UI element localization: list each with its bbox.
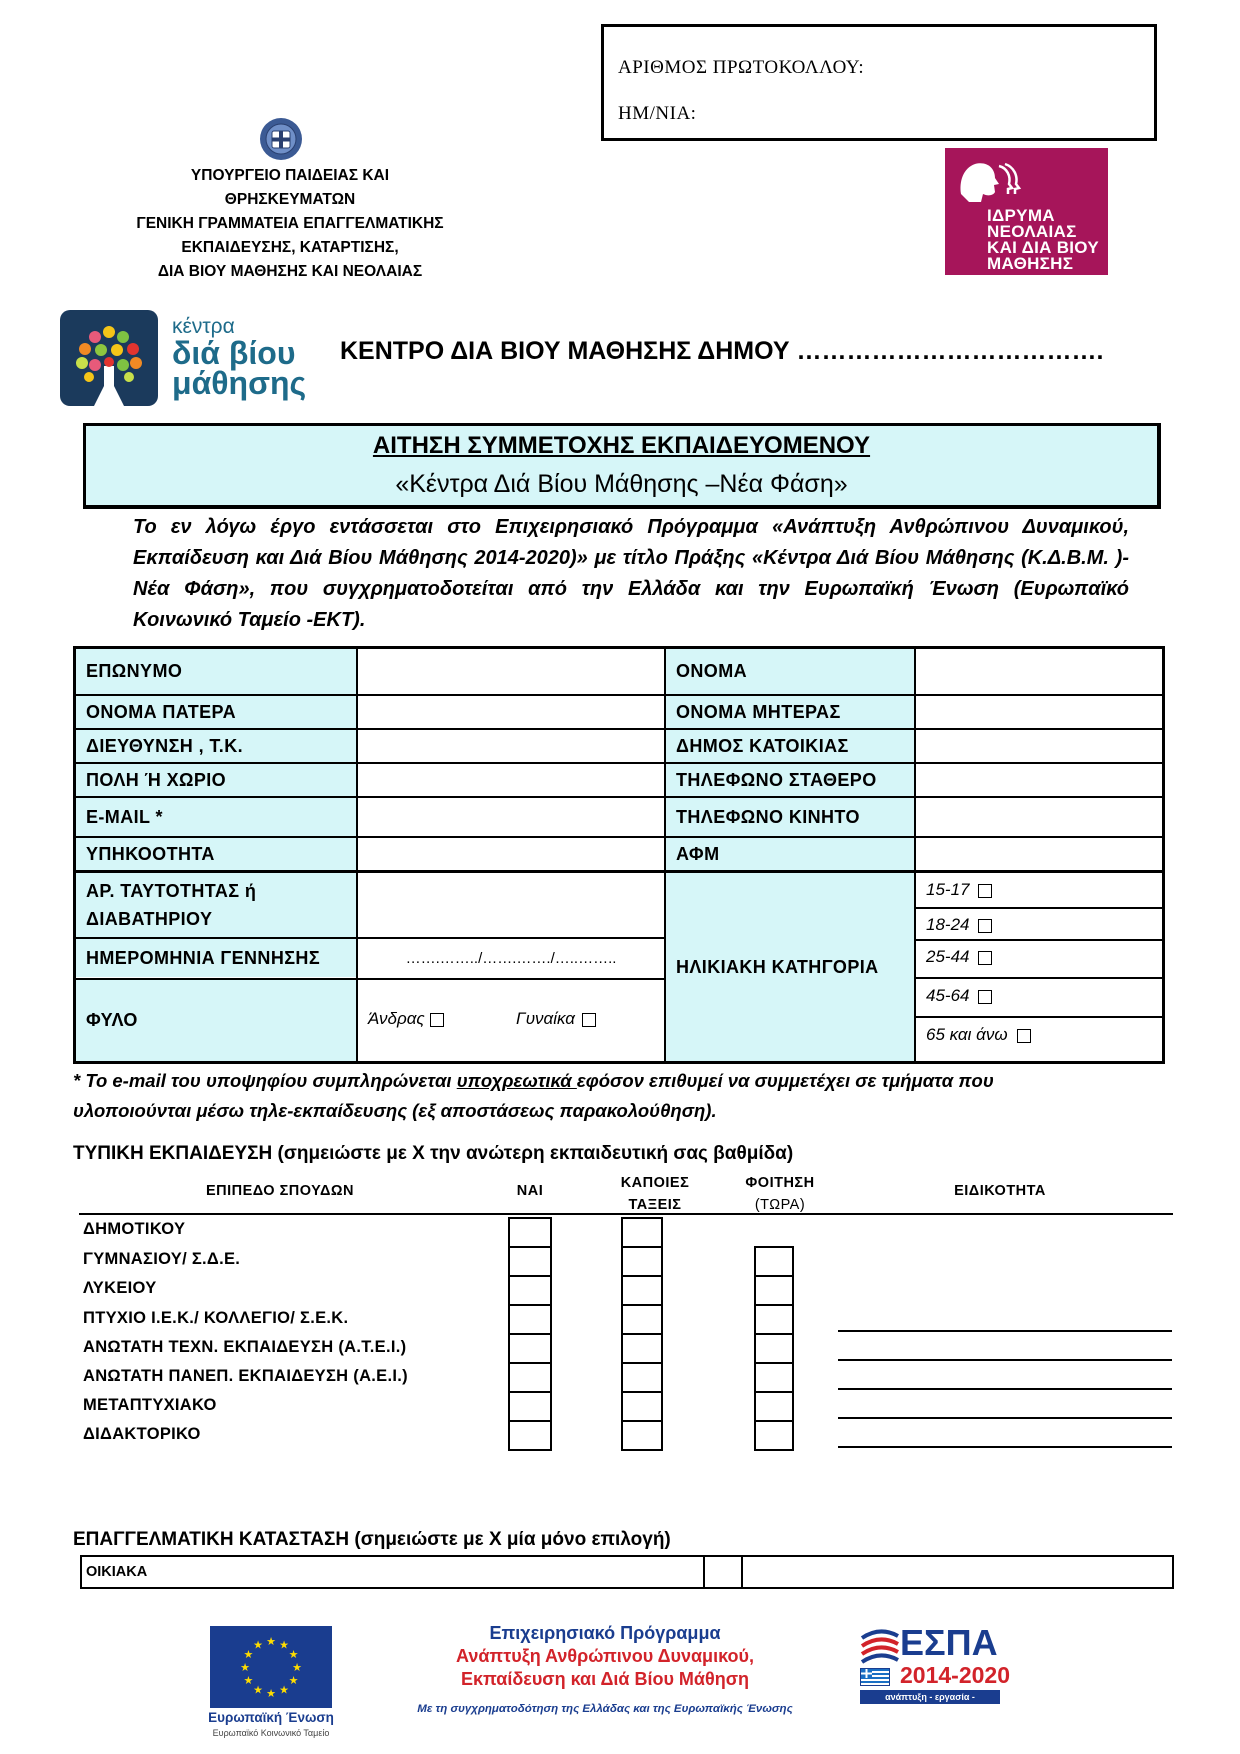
gender-male-label: Άνδρας xyxy=(368,1009,425,1028)
education-level-row: ΜΕΤΑΠΤΥΧΙΑΚΟ xyxy=(83,1396,217,1414)
gender-female-option[interactable] xyxy=(516,1009,596,1029)
nationality-field[interactable] xyxy=(358,838,664,870)
kdbm-line: κέντρα xyxy=(172,315,235,338)
ministry-line: ΕΚΠΑΙΔΕΥΣΗΣ, ΚΑΤΑΡΤΙΣΗΣ, xyxy=(181,239,399,256)
header-line: ΚΑΠΟΙΕΣ xyxy=(620,1175,690,1191)
divider xyxy=(76,728,1162,730)
education-attending-header xyxy=(735,1172,825,1216)
profile-heads-icon xyxy=(953,154,1023,206)
education-attending-checkbox[interactable] xyxy=(754,1420,794,1451)
divider xyxy=(914,1016,1162,1018)
divider xyxy=(664,649,666,1061)
education-some-grades-checkbox[interactable] xyxy=(621,1362,663,1393)
surname-field[interactable] xyxy=(358,649,664,694)
divider xyxy=(76,978,664,980)
divider xyxy=(914,939,1162,941)
divider xyxy=(356,649,358,1061)
education-yes-header: ΝΑΙ xyxy=(516,1183,544,1199)
greek-emblem-icon xyxy=(258,115,304,163)
header-line: ΦΟΙΤΗΣΗ xyxy=(745,1175,815,1191)
surname-label: ΕΠΩΝΥΜΟ xyxy=(76,649,356,694)
divider xyxy=(76,762,1162,764)
inedivim-line: ΝΕΟΛΑΙΑΣ xyxy=(987,222,1077,241)
municipality-label: ΔΗΜΟΣ ΚΑΤΟΙΚΙΑΣ xyxy=(666,730,914,762)
eu-star-icon: ★ xyxy=(266,1688,276,1700)
education-attending-checkbox[interactable] xyxy=(754,1246,794,1277)
id-number-label xyxy=(76,873,356,937)
email-label: E-MAIL * xyxy=(76,798,356,836)
education-some-grades-checkbox[interactable] xyxy=(621,1304,663,1335)
gender-options xyxy=(358,980,664,1061)
eu-star-icon: ★ xyxy=(240,1662,250,1674)
inedivim-logo xyxy=(945,148,1108,275)
divider xyxy=(76,836,1162,838)
age-option-label: 25-44 xyxy=(926,947,970,966)
education-yes-checkbox[interactable] xyxy=(508,1362,552,1393)
ministry-line: ΘΡΗΣΚΕΥΜΑΤΩΝ xyxy=(224,191,356,208)
ministry-line: ΔΙΑ ΒΙΟΥ ΜΑΘΗΣΗΣ ΚΑΙ ΝΕΟΛΑΙΑΣ xyxy=(157,263,423,280)
age-checkbox-icon[interactable] xyxy=(978,919,992,933)
eu-star-icon: ★ xyxy=(279,1684,289,1697)
email-note-text: εφόσον επιθυμεί να συμμετέχει σε τμήματα που υλοποιούνται μέσω τηλε-εκπαίδευσης (εξ αποστάσεως παρακολούθηση). xyxy=(73,1070,994,1121)
eu-star-icon: ★ xyxy=(253,1639,263,1652)
divider xyxy=(914,977,1162,979)
id-number-field[interactable] xyxy=(358,873,664,937)
age-option[interactable] xyxy=(926,947,992,967)
education-some-grades-checkbox[interactable] xyxy=(621,1391,663,1422)
header-line: ΤΑΞΕΙΣ xyxy=(628,1197,682,1213)
op-line: Εκπαίδευση και Διά Βίου Μάθηση xyxy=(460,1669,750,1689)
education-level-row: ΠΤΥΧΙΟ Ι.Ε.Κ./ ΚΟΛΛΕΓΙΟ/ Σ.Ε.Κ. xyxy=(83,1309,349,1327)
education-level-row: ΛΥΚΕΙΟΥ xyxy=(83,1279,157,1297)
espa-logo xyxy=(860,1622,1010,1716)
email-field[interactable] xyxy=(358,798,664,836)
gender-label: ΦΥΛΟ xyxy=(76,980,356,1061)
education-level-row: ΑΝΩΤΑΤΗ ΠΑΝΕΠ. ΕΚΠΑΙΔΕΥΣΗ (Α.Ε.Ι.) xyxy=(83,1367,408,1385)
education-some-grades-checkbox[interactable] xyxy=(621,1275,663,1306)
education-attending-checkbox[interactable] xyxy=(754,1391,794,1422)
ministry-header xyxy=(110,164,470,284)
first-name-field[interactable] xyxy=(916,649,1162,694)
eu-star-icon: ★ xyxy=(292,1662,302,1674)
education-attending-checkbox[interactable] xyxy=(754,1275,794,1306)
education-level-row: ΑΝΩΤΑΤΗ ΤΕΧΝ. ΕΚΠΑΙΔΕΥΣΗ (Α.Τ.Ε.Ι.) xyxy=(83,1338,407,1356)
eu-star-icon: ★ xyxy=(243,1675,254,1687)
espa-slogan: ανάπτυξη - εργασία - αλληλεγγύη xyxy=(860,1690,1000,1704)
email-note-emphasis: υποχρεωτικά xyxy=(456,1070,577,1091)
first-name-label: ΟΝΟΜΑ xyxy=(666,649,914,694)
mobile-label: ΤΗΛΕΦΩΝΟ ΚΙΝΗΤΟ xyxy=(666,798,914,836)
eu-star-icon: ★ xyxy=(288,1675,299,1687)
education-yes-checkbox[interactable] xyxy=(508,1246,552,1277)
father-name-label: ΟΝΟΜΑ ΠΑΤΕΡΑ xyxy=(76,696,356,728)
father-name-field[interactable] xyxy=(358,696,664,728)
specialty-field[interactable] xyxy=(838,1446,1172,1448)
divider xyxy=(76,937,664,939)
mother-name-label: ΟΝΟΜΑ ΜΗΤΕΡΑΣ xyxy=(666,696,914,728)
gender-male-option[interactable] xyxy=(368,1009,444,1029)
personal-info-table xyxy=(73,646,1165,1064)
op-line: Ανάπτυξη Ανθρώπινου Δυναμικού, xyxy=(456,1646,754,1666)
application-title: ΑΙΤΗΣΗ ΣΥΜΜΕΤΟΧΗΣ ΕΚΠΑΙΔΕΥΟΜΕΝΟΥ xyxy=(372,432,871,459)
age-option[interactable] xyxy=(926,880,992,900)
eu-star-icon: ★ xyxy=(266,1636,276,1648)
specialty-field[interactable] xyxy=(838,1330,1172,1332)
id-number-label-line: ΔΙΑΒΑΤΗΡΙΟΥ xyxy=(86,909,213,929)
centre-title: ΚΕΝΤΡΟ ΔΙΑ ΒΙΟΥ ΜΑΘΗΣΗΣ ΔΗΜΟΥ ………………………………. xyxy=(340,337,1104,365)
landline-field[interactable] xyxy=(916,764,1162,796)
divider xyxy=(914,649,916,1061)
protocol-number-label: ΑΡΙΘΜΟΣ ΠΡΩΤΟΚΟΛΛΟΥ: xyxy=(618,57,865,78)
education-header-rule xyxy=(79,1213,1173,1215)
age-option-label: 18-24 xyxy=(926,915,970,934)
divider xyxy=(76,796,1162,798)
afm-field[interactable] xyxy=(916,838,1162,870)
protocol-box xyxy=(601,24,1157,141)
email-note xyxy=(73,1066,1113,1126)
education-specialty-header: ΕΙΔΙΚΟΤΗΤΑ xyxy=(954,1183,1046,1199)
age-option[interactable] xyxy=(926,915,992,935)
employment-option-label: ΟΙΚΙΑΚΑ xyxy=(86,1564,148,1580)
employment-option-checkbox[interactable] xyxy=(705,1557,741,1587)
education-level-row: ΔΙΔΑΚΤΟΡΙΚΟ xyxy=(83,1425,201,1443)
education-level-row: ΓΥΜΝΑΣΙΟΥ/ Σ.Δ.Ε. xyxy=(83,1250,241,1268)
education-attending-checkbox[interactable] xyxy=(754,1362,794,1393)
eu-caption: Ευρωπαϊκή Ένωση xyxy=(208,1710,334,1725)
divider xyxy=(914,907,1162,909)
ministry-line: ΓΕΝΙΚΗ ΓΡΑΜΜΑΤΕΙΑ ΕΠΑΓΓΕΛΜΑΤΙΚΗΣ xyxy=(136,215,444,232)
op-cofinance: Με τη συγχρηματοδότηση της Ελλάδας και της Ευρωπαϊκής Ένωσης xyxy=(417,1703,793,1715)
espa-years: 2014-2020 xyxy=(900,1662,1010,1688)
age-option[interactable] xyxy=(926,986,992,1006)
greek-flag-icon xyxy=(860,1668,890,1686)
eu-star-icon: ★ xyxy=(253,1684,263,1697)
education-yes-checkbox[interactable] xyxy=(508,1304,552,1335)
age-checkbox-icon[interactable] xyxy=(978,884,992,898)
education-yes-checkbox[interactable] xyxy=(508,1217,552,1248)
employment-title: ΕΠΑΓΓΕΛΜΑΤΙΚΗ ΚΑΤΑΣΤΑΣΗ (σημειώστε με Χ μία μόνο επιλογή) xyxy=(73,1529,671,1550)
education-some-grades-checkbox[interactable] xyxy=(621,1420,663,1451)
education-level-header: ΕΠΙΠΕΔΟ ΣΠΟΥΔΩΝ xyxy=(205,1183,355,1199)
divider xyxy=(76,870,1162,873)
afm-label: ΑΦΜ xyxy=(666,838,914,870)
female-checkbox-icon[interactable] xyxy=(582,1013,596,1027)
nationality-label: ΥΠΗΚΟΟΤΗΤΑ xyxy=(76,838,356,870)
application-title-box xyxy=(83,423,1161,509)
inedivim-line: ΙΔΡΥΜΑ xyxy=(987,206,1055,225)
address-label: ΔΙΕΥΘΥΝΣΗ , Τ.Κ. xyxy=(76,730,356,762)
kdbm-line: διά βίου xyxy=(172,335,296,371)
birth-date-field[interactable]: …….……../…….……./…..…….. xyxy=(405,949,617,967)
education-yes-checkbox[interactable] xyxy=(508,1275,552,1306)
operational-programme-logo xyxy=(410,1622,800,1715)
education-yes-checkbox[interactable] xyxy=(508,1420,552,1451)
education-some-grades-checkbox[interactable] xyxy=(621,1333,663,1364)
male-checkbox-icon[interactable] xyxy=(430,1013,444,1027)
kdbm-line: μάθησης xyxy=(172,365,307,401)
inedivim-line: ΚΑΙ ΔΙΑ ΒΙΟΥ xyxy=(987,238,1099,257)
age-option-label: 15-17 xyxy=(926,880,970,899)
age-category-label: ΗΛΙΚΙΑΚΗ ΚΑΤΗΓΟΡΙΑ xyxy=(666,873,914,1061)
email-note-text: * Το e-mail του υποψηφίου συμπληρώνεται xyxy=(73,1070,457,1091)
education-level-row: ΔΗΜΟΤΙΚΟΥ xyxy=(83,1220,186,1238)
eu-star-icon: ★ xyxy=(243,1649,254,1661)
city-label: ΠΟΛΗ Ή ΧΩΡΙΟ xyxy=(76,764,356,796)
protocol-date-label: ΗΜ/ΝΙΑ: xyxy=(618,103,697,124)
age-option-label: 65 και άνω xyxy=(926,1025,1008,1044)
education-some-grades-header xyxy=(610,1172,700,1216)
age-category-options xyxy=(916,873,1162,1061)
espa-swoosh-icon xyxy=(860,1628,900,1664)
kdbm-wordmark xyxy=(172,315,307,401)
inedivim-line: ΜΑΘΗΣΗΣ xyxy=(987,254,1074,273)
education-yes-checkbox[interactable] xyxy=(508,1333,552,1364)
birth-date-label: ΗΜΕΡΟΜΗΝΙΑ ΓΕΝΝΗΣΗΣ xyxy=(76,939,356,977)
specialty-field[interactable] xyxy=(838,1417,1172,1419)
education-attending-checkbox[interactable] xyxy=(754,1333,794,1364)
gender-female-label: Γυναίκα xyxy=(516,1009,576,1028)
age-checkbox-icon[interactable] xyxy=(1017,1029,1031,1043)
city-field[interactable] xyxy=(358,764,664,796)
intro-paragraph: Το εν λόγω έργο εντάσσεται στο Επιχειρησιακό Πρόγραμμα «Ανάπτυξη Ανθρώπινου Δυναμικού, Εκπαίδευση και Διά Βίου Μάθησης 2014-2020)» με τίτλο Πράξης «Κέντρα Διά Βίου Μάθησης (Κ.Δ.Β.Μ. )- Νέα Φάση», που συγχρηματοδοτείται από την Ελλάδα και την Ευρωπαϊκή Ένωση (Ευρωπαϊκό Κοινωνικό Ταμείο -ΕΚΤ). xyxy=(133,516,1129,631)
age-option-label: 45-64 xyxy=(926,986,970,1005)
header-line: (ΤΩΡΑ) xyxy=(754,1197,806,1213)
eu-star-icon: ★ xyxy=(279,1639,289,1652)
specialty-field[interactable] xyxy=(838,1359,1172,1361)
age-checkbox-icon[interactable] xyxy=(978,951,992,965)
eu-star-icon: ★ xyxy=(288,1649,299,1661)
landline-label: ΤΗΛΕΦΩΝΟ ΣΤΑΘΕΡΟ xyxy=(666,764,914,796)
eu-flag-icon xyxy=(210,1626,332,1708)
divider xyxy=(741,1557,743,1587)
age-option[interactable] xyxy=(926,1025,1031,1045)
id-number-label-line: ΑΡ. ΤΑΥΤΟΤΗΤΑΣ ή xyxy=(86,881,257,901)
specialty-field[interactable] xyxy=(838,1388,1172,1390)
ministry-line: ΥΠΟΥΡΓΕΙΟ ΠΑΙΔΕΙΑΣ ΚΑΙ xyxy=(190,167,390,184)
mobile-field[interactable] xyxy=(916,798,1162,836)
op-line: Επιχειρησιακό Πρόγραμμα xyxy=(489,1623,721,1643)
espa-title: ΕΣΠΑ xyxy=(900,1622,998,1663)
kdbm-tree-icon xyxy=(60,310,158,406)
education-title: ΤΥΠΙΚΗ ΕΚΠΑΙΔΕΥΣΗ (σημειώστε με Χ την ανώτερη εκπαιδευτική σας βαθμίδα) xyxy=(73,1143,794,1164)
application-subtitle: «Κέντρα Διά Βίου Μάθησης –Νέα Φάση» xyxy=(395,470,848,498)
education-some-grades-checkbox[interactable] xyxy=(621,1246,663,1277)
education-attending-checkbox[interactable] xyxy=(754,1304,794,1335)
eu-subcaption: Ευρωπαϊκό Κοινωνικό Ταμείο xyxy=(212,1728,330,1738)
age-checkbox-icon[interactable] xyxy=(978,990,992,1004)
address-field[interactable] xyxy=(358,730,664,762)
municipality-field[interactable] xyxy=(916,730,1162,762)
employment-row xyxy=(80,1555,1174,1589)
mother-name-field[interactable] xyxy=(916,696,1162,728)
education-yes-checkbox[interactable] xyxy=(508,1391,552,1422)
education-some-grades-checkbox[interactable] xyxy=(621,1217,663,1248)
divider xyxy=(76,694,1162,696)
